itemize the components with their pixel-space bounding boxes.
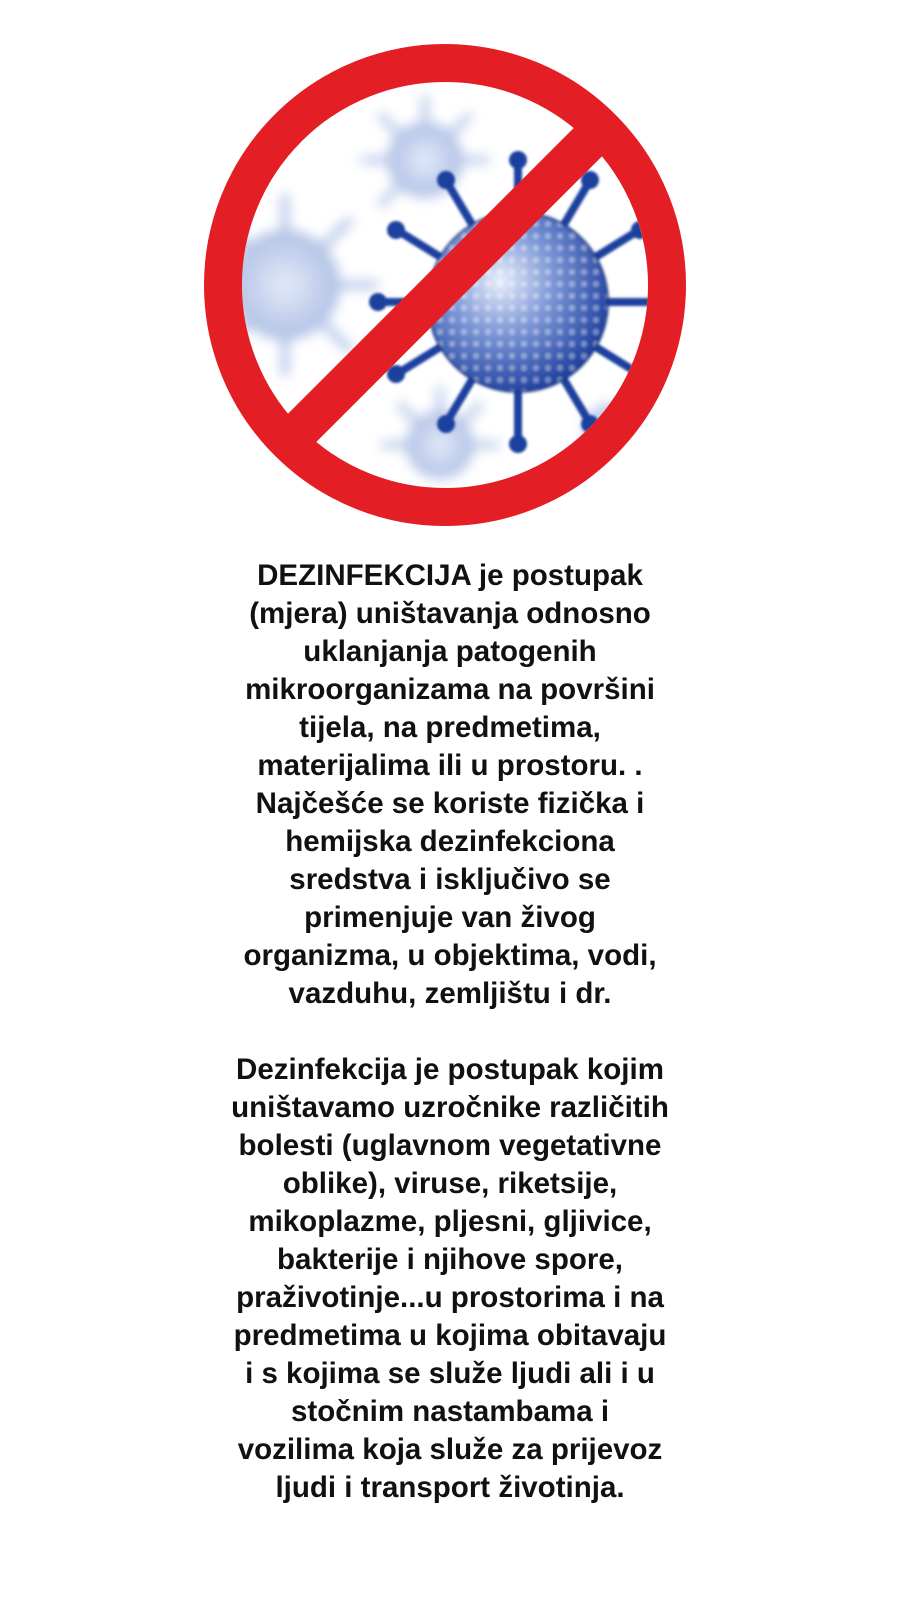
text-line: (mjera) uništavanja odnosno — [249, 597, 651, 630]
paragraph-spacer — [150, 1013, 750, 1051]
prohibition-sign-graphic — [200, 40, 690, 530]
text-line: ljudi i transport životinja. — [275, 1471, 625, 1504]
text-line: mikoplazme, pljesni, gljivice, — [248, 1205, 652, 1238]
text-line: stočnim nastambama i — [290, 1395, 610, 1428]
description-text — [150, 557, 750, 1507]
text-line: bakterije i njihove spore, — [277, 1243, 623, 1276]
text-line: sredstva i isključivo se — [289, 863, 611, 896]
text-line: uklanjanja patogenih — [303, 635, 597, 668]
text-line: DEZINFEKCIJA je postupak — [257, 559, 643, 592]
text-line: bolesti (uglavnom vegetativne — [238, 1129, 662, 1162]
text-line: Najčešće se koriste fizička i — [255, 787, 645, 820]
text-line: predmetima u kojima obitavaju — [233, 1319, 667, 1352]
text-line: i s kojima se služe ljudi ali i u — [245, 1357, 655, 1390]
definition-paragraph — [150, 557, 750, 1013]
text-line: primenjuje van živog — [304, 901, 596, 934]
text-line: tijela, na predmetima, — [299, 711, 601, 744]
text-line: Dezinfekcija je postupak kojim — [236, 1053, 664, 1086]
text-line: vazduhu, zemljištu i dr. — [288, 977, 612, 1010]
text-line: mikroorganizama na površini — [245, 673, 655, 706]
text-line: hemijska dezinfekciona — [285, 825, 615, 858]
text-line: vozilima koja služe za prijevoz — [237, 1433, 663, 1466]
text-line: uništavamo uzročnike različitih — [231, 1091, 669, 1124]
text-line: materijalima ili u prostoru. . — [257, 749, 643, 782]
text-line: oblike), viruse, riketsije, — [282, 1167, 618, 1200]
text-line: praživotinje...u prostorima i na — [236, 1281, 664, 1314]
no-virus-prohibition-icon — [200, 40, 690, 530]
text-line: organizma, u objektima, vodi, — [243, 939, 657, 972]
explanation-paragraph — [150, 1051, 750, 1507]
